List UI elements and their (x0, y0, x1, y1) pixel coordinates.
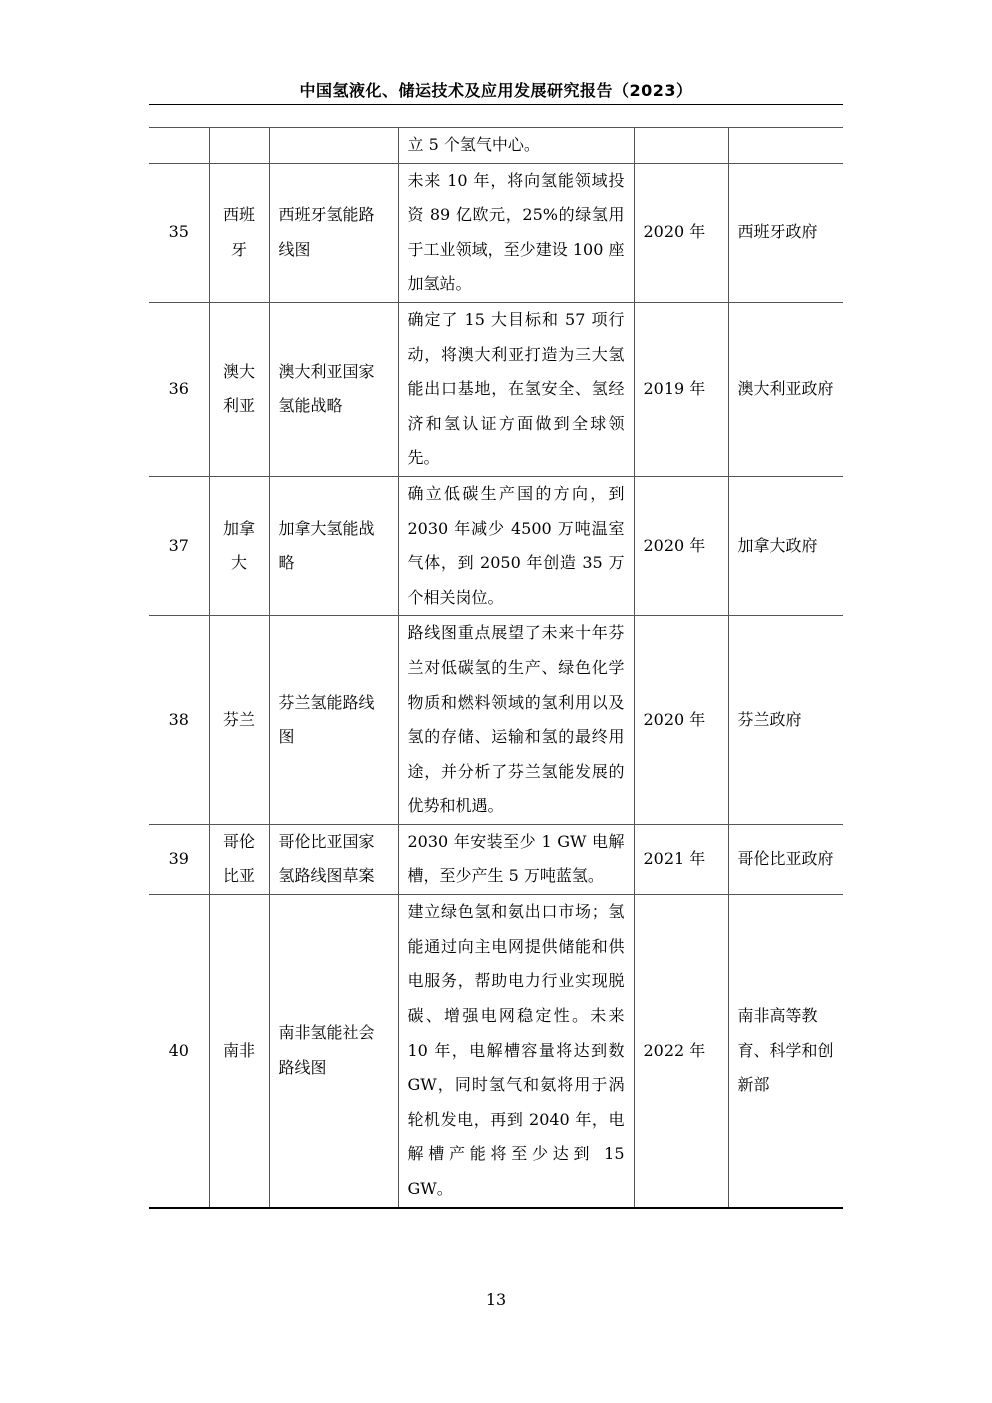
row-policy-name (269, 128, 398, 164)
row-content: 确立低碳生产国的方向，到 2030 年减少 4500 万吨温室气体，到 2050 年创造 35 万个相关岗位。 (398, 476, 634, 615)
row-policy-name: 西班牙氢能路线图 (269, 163, 398, 302)
row-date: 2022 年 (634, 895, 728, 1208)
row-content: 建立绿色氢和氨出口市场；氢能通过向主电网提供储能和供电服务，帮助电力行业实现脱碳、增强电网稳定性。未来 10 年，电解槽容量将达到数 GW，同时氢气和氨将用于涡轮机发电，再到 2040 年，电解槽产能将至少达到 15 GW。 (398, 895, 634, 1208)
row-number: 40 (149, 895, 209, 1208)
row-country (209, 128, 269, 164)
header-rule (149, 104, 843, 105)
row-country: 西班牙 (209, 163, 269, 302)
row-content: 路线图重点展望了未来十年芬兰对低碳氢的生产、绿色化学物质和燃料领域的氢利用以及氢的存储、运输和氢的最终用途，并分析了芬兰氢能发展的优势和机遇。 (398, 616, 634, 825)
row-publisher: 芬兰政府 (728, 616, 843, 825)
row-number: 37 (149, 476, 209, 615)
row-policy-name: 芬兰氢能路线图 (269, 616, 398, 825)
row-date: 2020 年 (634, 476, 728, 615)
row-number (149, 128, 209, 164)
row-country: 澳大利亚 (209, 302, 269, 476)
page-number: 13 (485, 1290, 507, 1309)
row-number: 39 (149, 824, 209, 894)
row-publisher: 澳大利亚政府 (728, 302, 843, 476)
table-row (149, 895, 843, 1208)
row-date: 2021 年 (634, 824, 728, 894)
row-policy-name: 澳大利亚国家氢能战略 (269, 302, 398, 476)
table-row (149, 163, 843, 302)
table-row (149, 476, 843, 615)
table-row (149, 302, 843, 476)
row-publisher: 南非高等教育、科学和创新部 (728, 895, 843, 1208)
row-publisher (728, 128, 843, 164)
row-date: 2019 年 (634, 302, 728, 476)
row-publisher: 西班牙政府 (728, 163, 843, 302)
row-number: 35 (149, 163, 209, 302)
table-row (149, 616, 843, 825)
row-country: 南非 (209, 895, 269, 1208)
row-policy-name: 加拿大氢能战略 (269, 476, 398, 615)
row-country: 芬兰 (209, 616, 269, 825)
row-number: 36 (149, 302, 209, 476)
report-title: 中国氢液化、储运技术及应用发展研究报告（2023） (299, 81, 693, 100)
row-date (634, 128, 728, 164)
row-number: 38 (149, 616, 209, 825)
table-row (149, 128, 843, 164)
row-publisher: 加拿大政府 (728, 476, 843, 615)
row-country: 加拿大 (209, 476, 269, 615)
row-date: 2020 年 (634, 163, 728, 302)
policy-table (149, 127, 843, 1209)
row-policy-name: 哥伦比亚国家氢路线图草案 (269, 824, 398, 894)
row-content: 未来 10 年，将向氢能领域投资 89 亿欧元，25%的绿氢用于工业领域，至少建设 100 座加氢站。 (398, 163, 634, 302)
row-content: 确定了 15 大目标和 57 项行动，将澳大利亚打造为三大氢能出口基地，在氢安全、氢经济和氢认证方面做到全球领先。 (398, 302, 634, 476)
row-date: 2020 年 (634, 616, 728, 825)
row-publisher: 哥伦比亚政府 (728, 824, 843, 894)
row-country: 哥伦比亚 (209, 824, 269, 894)
row-policy-name: 南非氢能社会路线图 (269, 895, 398, 1208)
row-content: 2030 年安装至少 1 GW 电解槽，至少产生 5 万吨蓝氢。 (398, 824, 634, 894)
row-content: 立 5 个氢气中心。 (398, 128, 634, 164)
table-row (149, 824, 843, 894)
